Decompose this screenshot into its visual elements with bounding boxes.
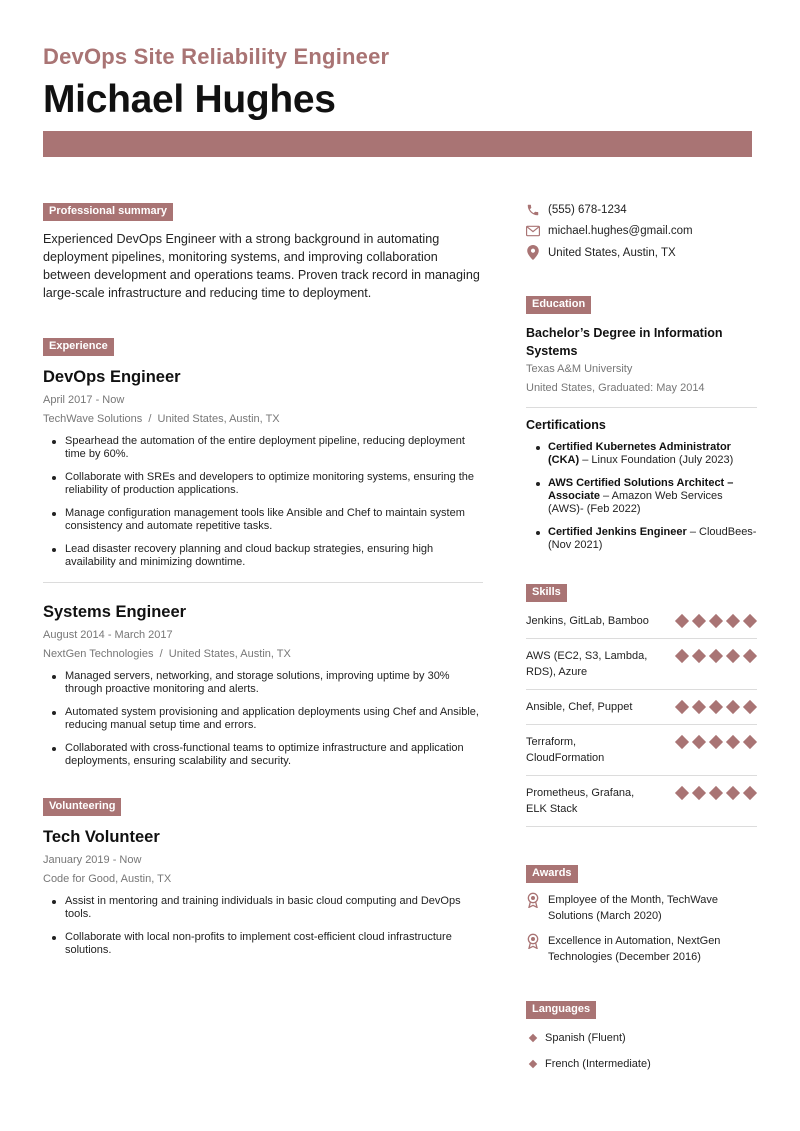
job-bullets <box>43 670 483 768</box>
skill-diamond-icon <box>675 648 689 662</box>
skill-row <box>526 690 757 725</box>
list-item: Lead disaster recovery planning and cloud backup strategies, ensuring high availability and minimizing downtime. <box>65 543 483 569</box>
section-divider <box>43 582 483 583</box>
skills-label: Skills <box>526 584 567 602</box>
contact-email-text[interactable]: michael.hughes@gmail.com <box>548 225 693 238</box>
resume-job-title: DevOps Site Reliability Engineer <box>43 44 390 69</box>
cert-issuer: – Linux Foundation (July 2023) <box>579 453 734 466</box>
email-icon <box>526 224 540 238</box>
right-column <box>526 199 758 1070</box>
summary-text: Experienced DevOps Engineer with a strong background in automating deployment pipelines, monitoring systems, and improving collaboration between development and operations teams. Proven track record in managing large-scale infrastructure and reducing time to deployment. <box>43 232 480 300</box>
skill-rating <box>675 650 757 662</box>
list-item: Automated system provisioning and application deployments using Chef and Ansible, reducing manual setup time and errors. <box>65 706 483 732</box>
location-pin-icon <box>526 246 540 260</box>
awards-section <box>526 863 758 965</box>
skill-name: Terraform, CloudFormation <box>526 735 605 764</box>
list-item: Assist in mentoring and training individuals in basic cloud computing and DevOps tools. <box>65 895 483 921</box>
skill-name: AWS (EC2, S3, Lambda, RDS), Azure <box>526 649 648 678</box>
contact-location <box>526 242 758 264</box>
contact-phone-text[interactable]: (555) 678-1234 <box>548 203 627 216</box>
skill-diamond-icon <box>709 648 723 662</box>
list-item <box>548 441 758 467</box>
job-bullets <box>43 435 483 569</box>
list-item: Manage configuration management tools like Ansible and Chef to maintain system consistency and automate repetitive tasks. <box>65 507 483 533</box>
skill-diamond-icon <box>692 648 706 662</box>
skill-diamond-icon <box>675 613 689 627</box>
award-medal-icon <box>526 934 540 948</box>
list-item: Managed servers, networking, and storage solutions, improving uptime by 30% through proactive monitoring and alerts. <box>65 670 483 696</box>
language-text: French (Intermediate) <box>545 1057 651 1070</box>
skill-diamond-icon <box>726 699 740 713</box>
volunteer-bullets <box>43 895 483 957</box>
skill-diamond-icon <box>726 734 740 748</box>
education-label: Education <box>526 296 591 314</box>
education-section <box>526 294 758 552</box>
skill-name: Ansible, Chef, Puppet <box>526 700 633 713</box>
education-degree: Bachelor’s Degree in Information Systems <box>526 325 723 358</box>
skill-diamond-icon <box>743 613 757 627</box>
list-item: Collaborate with SREs and developers to optimize monitoring systems, ensuring the reliability of production applications. <box>65 471 483 497</box>
diamond-bullet-icon <box>529 1033 537 1041</box>
job-dates: August 2014 - March 2017 <box>43 629 173 641</box>
contact-location-text: United States, Austin, TX <box>548 246 676 259</box>
certifications-list <box>526 441 758 552</box>
volunteering-section <box>43 796 483 957</box>
skill-diamond-icon <box>709 613 723 627</box>
diamond-bullet-icon <box>529 1059 537 1067</box>
skill-diamond-icon <box>692 734 706 748</box>
award-item <box>526 933 758 965</box>
phone-icon <box>526 203 540 217</box>
contact-section <box>526 199 758 264</box>
skill-row <box>526 604 757 639</box>
job-entry <box>43 368 483 569</box>
job-company: TechWave Solutions <box>43 413 143 425</box>
skill-diamond-icon <box>726 785 740 799</box>
volunteering-label: Volunteering <box>43 798 121 816</box>
experience-section <box>43 336 483 768</box>
skill-rating <box>675 615 757 627</box>
award-text: Employee of the Month, TechWave Solutions (March 2020) <box>548 893 718 922</box>
awards-label: Awards <box>526 865 578 883</box>
contact-email <box>526 221 758 243</box>
skill-diamond-icon <box>743 734 757 748</box>
job-company: NextGen Technologies <box>43 648 154 660</box>
cert-name: Certified Kubernetes Administrator (CKA) <box>548 440 731 466</box>
skill-name: Prometheus, Grafana, ELK Stack <box>526 786 635 815</box>
award-text: Excellence in Automation, NextGen Technologies (December 2016) <box>548 934 721 963</box>
award-medal-icon <box>526 893 540 907</box>
education-school: Texas A&M University <box>526 362 633 375</box>
skill-diamond-icon <box>743 648 757 662</box>
languages-label: Languages <box>526 1001 596 1019</box>
skill-row <box>526 725 757 776</box>
skill-diamond-icon <box>692 699 706 713</box>
skill-diamond-icon <box>709 785 723 799</box>
skill-diamond-icon <box>743 785 757 799</box>
skill-rating <box>675 787 757 799</box>
skill-diamond-icon <box>692 613 706 627</box>
skill-diamond-icon <box>709 699 723 713</box>
languages-section <box>526 999 758 1070</box>
education-details: United States, Graduated: May 2014 <box>526 381 705 394</box>
job-dates: April 2017 - Now <box>43 394 125 406</box>
summary-label: Professional summary <box>43 203 173 221</box>
volunteer-title: Tech Volunteer <box>43 828 160 846</box>
left-column <box>43 201 483 967</box>
skill-row <box>526 639 757 690</box>
award-item <box>526 892 758 924</box>
job-title: DevOps Engineer <box>43 368 181 386</box>
skill-diamond-icon <box>692 785 706 799</box>
volunteer-dates: January 2019 - Now <box>43 854 142 866</box>
skill-name: Jenkins, GitLab, Bamboo <box>526 614 649 627</box>
list-item: Collaborate with local non-profits to implement cost-efficient cloud infrastructure solutions. <box>65 931 483 957</box>
language-item <box>526 1032 758 1044</box>
language-item <box>526 1058 758 1070</box>
job-company-location: TechWave Solutions / United States, Austin, TX <box>43 413 280 425</box>
skill-diamond-icon <box>726 648 740 662</box>
cert-name: AWS Certified Solutions Architect – Associate <box>548 476 734 502</box>
job-entry <box>43 603 483 768</box>
list-item <box>548 526 758 552</box>
candidate-name: Michael Hughes <box>43 78 336 121</box>
skill-diamond-icon <box>743 699 757 713</box>
experience-label: Experience <box>43 338 114 356</box>
skill-diamond-icon <box>726 613 740 627</box>
skill-diamond-icon <box>675 785 689 799</box>
header-accent-bar <box>43 131 752 157</box>
skill-diamond-icon <box>675 734 689 748</box>
summary-section <box>43 201 483 302</box>
job-title: Systems Engineer <box>43 603 187 621</box>
cert-name: Certified Jenkins Engineer <box>548 525 687 538</box>
volunteer-org: Code for Good, Austin, TX <box>43 873 172 885</box>
skill-row <box>526 776 757 827</box>
skills-section <box>526 582 758 827</box>
language-text: Spanish (Fluent) <box>545 1031 626 1044</box>
skill-diamond-icon <box>709 734 723 748</box>
certifications-heading: Certifications <box>526 417 606 432</box>
job-location: United States, Austin, TX <box>157 413 280 425</box>
skills-list <box>526 604 758 827</box>
contact-phone <box>526 199 758 221</box>
list-item: Collaborated with cross-functional teams to optimize infrastructure and application deployments, ensuring scalability and security. <box>65 742 483 768</box>
skill-diamond-icon <box>675 699 689 713</box>
skill-rating <box>675 701 757 713</box>
job-company-location: NextGen Technologies / United States, Austin, TX <box>43 648 291 660</box>
job-location: United States, Austin, TX <box>168 648 291 660</box>
cert-issuer: – CloudBees- (Nov 2021) <box>548 525 757 551</box>
list-item: Spearhead the automation of the entire deployment pipeline, reducing deployment time by 60%. <box>65 435 483 461</box>
list-item <box>548 477 758 516</box>
cert-issuer: – Amazon Web Services (AWS)- (Feb 2022) <box>548 489 723 515</box>
skill-rating <box>675 736 757 748</box>
section-divider <box>526 407 757 408</box>
